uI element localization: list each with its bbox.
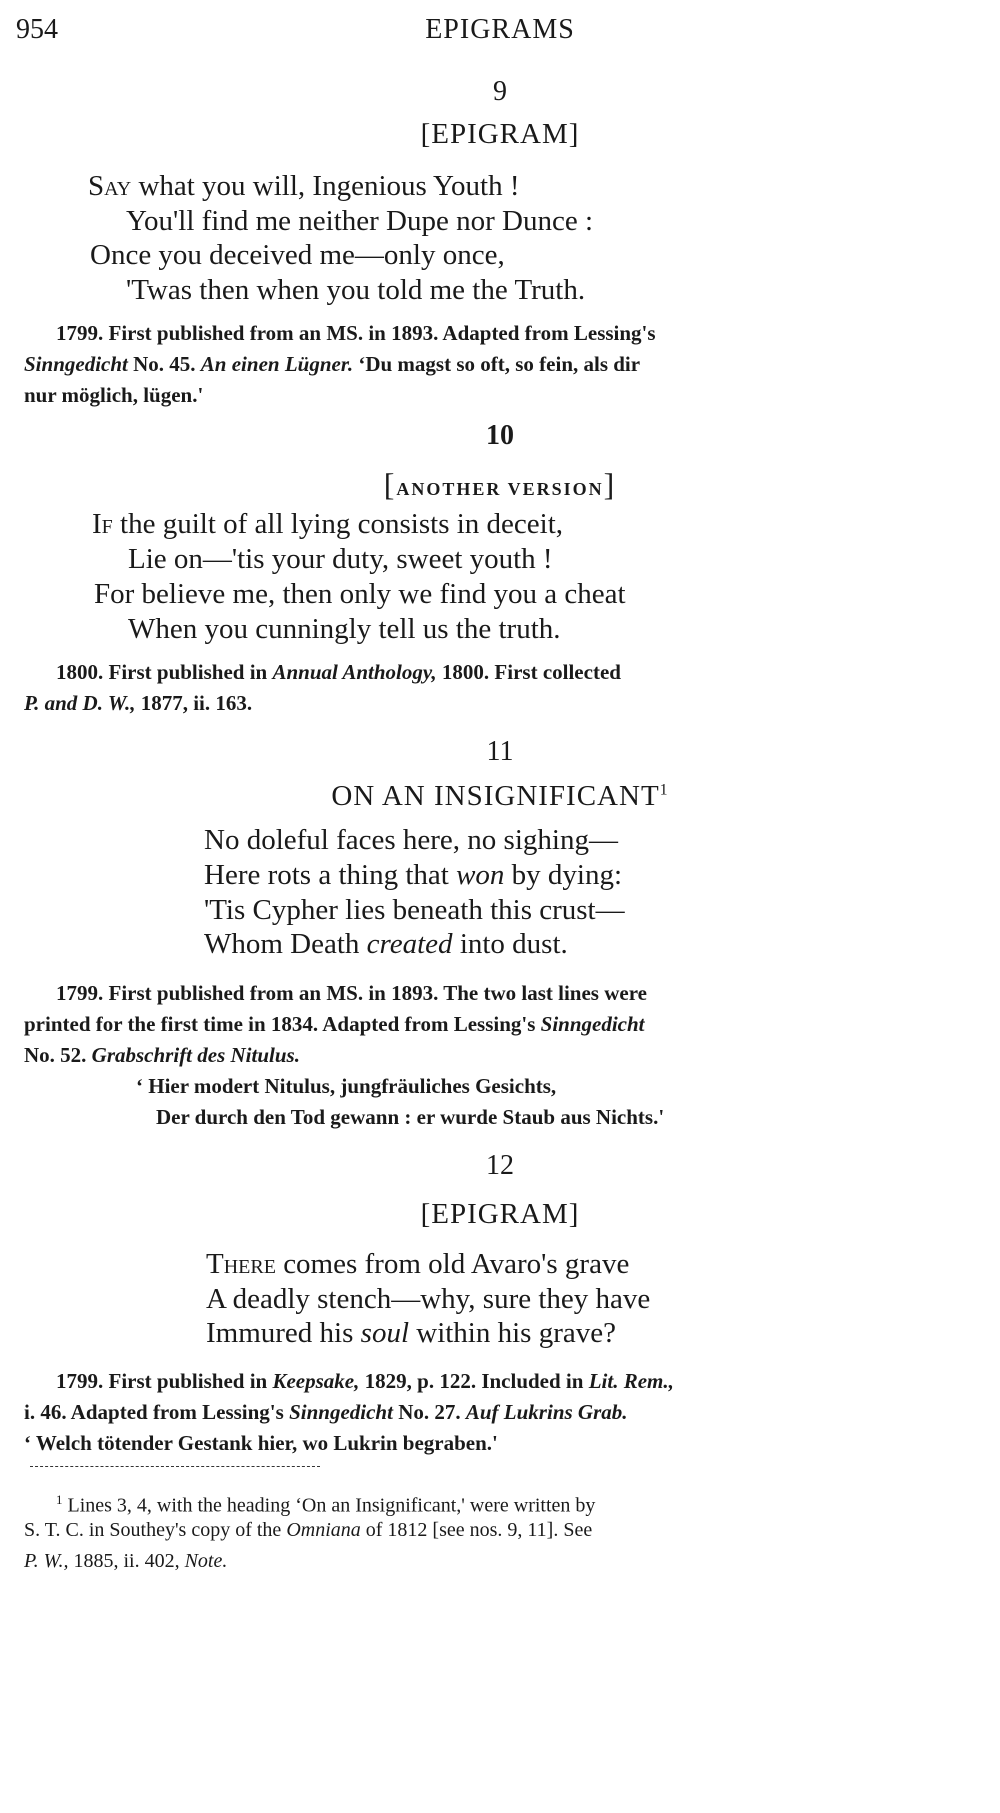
note-italic: Annual Anthology, <box>272 660 437 684</box>
note-text: 1877, ii. 163. <box>135 691 253 715</box>
note-italic: Sinngedicht <box>24 352 128 376</box>
footnote-rule <box>30 1466 320 1467</box>
note-line <box>24 1397 628 1428</box>
footnote <box>24 1484 980 1577</box>
note-line <box>56 657 621 688</box>
page-header <box>0 14 1000 54</box>
note-italic: Sinngedicht <box>289 1400 393 1424</box>
note-italic: An einen Lügner. <box>200 352 354 376</box>
footnote-mark: 1 <box>56 1492 63 1507</box>
note-line <box>24 1040 300 1071</box>
note-text: No. 52. <box>24 1043 92 1067</box>
page-number: 954 <box>16 14 58 45</box>
poem-line: 'Tis Cypher lies beneath this crust— <box>204 894 625 926</box>
running-title: EPIGRAMS <box>425 14 575 45</box>
editorial-note <box>24 318 980 411</box>
bracket-close: ] <box>603 466 617 502</box>
quote-line: Der durch den Tod gewann : er wurde Staub aus Nichts.' <box>156 1105 665 1129</box>
note-italic: Lit. Rem., <box>588 1369 674 1393</box>
note-line <box>24 688 252 719</box>
note-italic: Keepsake, <box>272 1369 360 1393</box>
footnote-italic: Note. <box>184 1550 228 1572</box>
poem-line <box>206 1317 616 1350</box>
footnote-text: S. T. C. in Southey's copy of the <box>24 1519 287 1541</box>
poem-number: 9 <box>493 76 507 107</box>
note-italic: Grabschrift des Nitulus. <box>91 1043 300 1067</box>
poem-title: [EPIGRAM] <box>420 118 580 150</box>
note-text: printed for the first time in 1834. Adapted from Lessing's <box>24 1012 541 1036</box>
footnote-line <box>24 1515 592 1546</box>
editorial-note <box>24 978 980 1129</box>
footnote-text: Lines 3, 4, with the heading ‘On an Insignificant,' were written by <box>62 1494 596 1517</box>
note-line: ‘ Welch tötender Gestank hier, wo Lukrin begraben.' <box>24 1431 498 1455</box>
note-line <box>24 1009 645 1040</box>
note-line: 1799. First published from an MS. in 1893. Adapted from Lessing's <box>56 321 656 345</box>
poem-number: 11 <box>486 736 514 767</box>
line-text: Here rots a thing that <box>204 859 457 891</box>
poem-line <box>204 859 622 892</box>
title-text: ON AN INSIGNIFICANT <box>331 780 660 812</box>
drop-initial: If <box>92 508 113 540</box>
editorial-note <box>24 657 980 719</box>
line-italic: won <box>456 859 505 891</box>
line-italic: soul <box>360 1317 409 1349</box>
editorial-note <box>24 1366 980 1459</box>
line-text: within his grave? <box>409 1317 616 1349</box>
quote-line: ‘ Hier modert Nitulus, jungfräuliches Gesichts, <box>136 1074 557 1098</box>
poem-line: You'll find me neither Dupe nor Dunce : <box>126 205 594 237</box>
note-line <box>24 349 640 380</box>
poem-line <box>92 508 563 541</box>
note-text: 1800. First published in <box>56 660 273 684</box>
line-italic: created <box>366 928 453 960</box>
note-text: No. 27. <box>392 1400 466 1424</box>
footnote-italic: Omniana <box>286 1519 361 1541</box>
line-text: comes from old Avaro's grave <box>275 1248 630 1280</box>
line-text: the guilt of all lying consists in deceit, <box>112 508 564 540</box>
line-text: Immured his <box>206 1317 361 1349</box>
note-text: 1829, p. 122. Included in <box>359 1369 589 1393</box>
poem-title <box>0 780 1000 813</box>
poem-line: For believe me, then only we find you a cheat <box>94 578 626 610</box>
footnote-mark: 1 <box>659 781 669 799</box>
line-text: Whom Death <box>204 928 367 960</box>
poem-line <box>206 1248 629 1281</box>
note-text: 1799. First published in <box>56 1369 273 1393</box>
title-text: ANOTHER VERSION <box>396 479 604 499</box>
note-line <box>56 1366 674 1397</box>
note-italic: Auf Lukrins Grab. <box>465 1400 628 1424</box>
note-text: ‘Du magst so oft, so fein, als dir <box>353 352 641 376</box>
poem-number: 12 <box>486 1150 514 1181</box>
note-italic: Sinngedicht <box>540 1012 645 1036</box>
bracket-open: [ <box>383 466 397 502</box>
line-text: what you will, Ingenious Youth ! <box>131 170 520 202</box>
note-text: No. 45. <box>127 352 201 376</box>
note-text: 1800. First collected <box>436 660 621 684</box>
poem-number: 10 <box>486 420 514 451</box>
line-text: by dying: <box>504 859 623 891</box>
note-italic: P. and D. W., <box>24 691 136 715</box>
poem-line: Lie on—'tis your duty, sweet youth ! <box>128 543 553 575</box>
footnote-text: 1885, ii. 402, <box>68 1550 185 1572</box>
note-line: 1799. First published from an MS. in 1893. The two last lines were <box>56 981 647 1005</box>
note-text: i. 46. Adapted from Lessing's <box>24 1400 290 1424</box>
poem-line: 'Twas then when you told me the Truth. <box>126 274 586 306</box>
footnote-text: of 1812 [see nos. 9, 11]. See <box>360 1519 593 1541</box>
poem-line <box>204 928 568 961</box>
poem-title <box>0 466 1000 503</box>
line-text: into dust. <box>452 928 568 960</box>
poem-line: Once you deceived me—only once, <box>90 239 505 271</box>
poem-title: [EPIGRAM] <box>420 1198 580 1230</box>
poem-line: A deadly stench—why, sure they have <box>206 1283 651 1315</box>
poem-line <box>88 170 519 203</box>
footnote-italic: P. W., <box>24 1550 69 1572</box>
drop-initial: Say <box>88 170 132 202</box>
note-line: nur möglich, lügen.' <box>24 383 204 407</box>
footnote-line <box>24 1546 227 1577</box>
drop-initial: There <box>206 1248 276 1280</box>
poem-line: No doleful faces here, no sighing— <box>204 824 618 856</box>
poem-line: When you cunningly tell us the truth. <box>128 613 561 645</box>
